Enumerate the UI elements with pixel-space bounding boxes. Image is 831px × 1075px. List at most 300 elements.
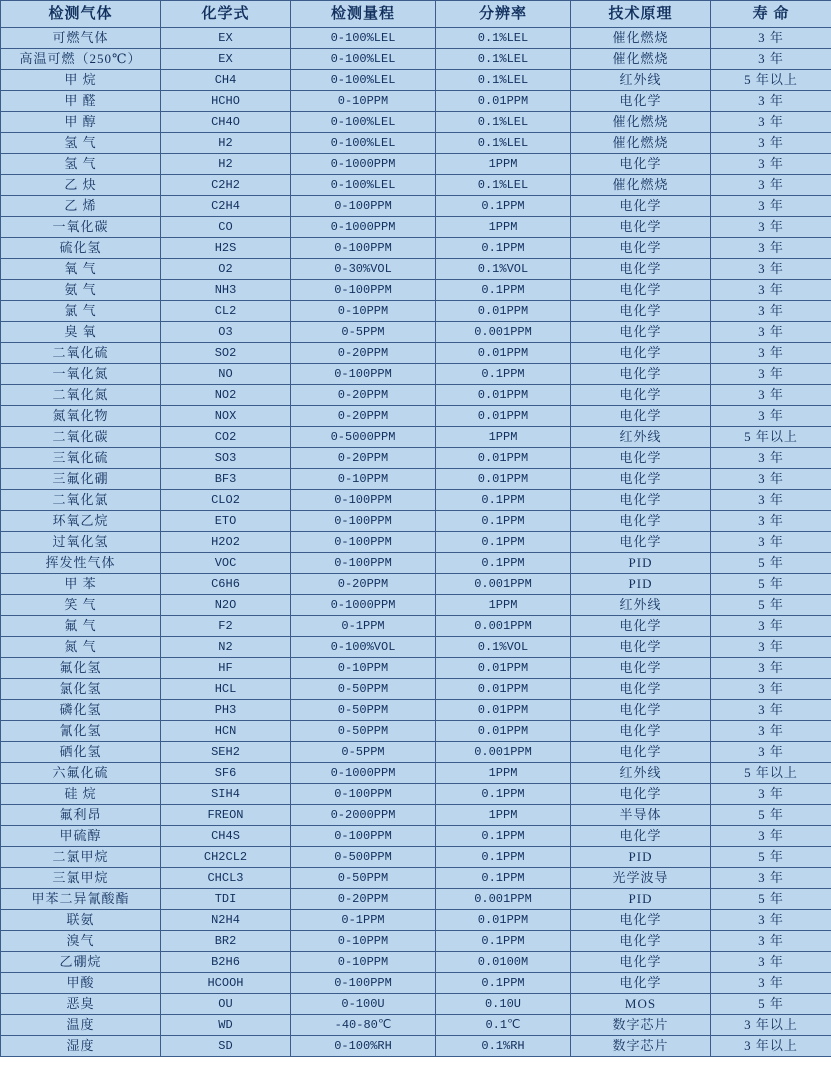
cell-detection-range: 0-10PPM: [291, 91, 436, 112]
cell-lifetime: 3 年: [711, 196, 831, 217]
cell-resolution: 0.01PPM: [436, 469, 571, 490]
cell-resolution: 0.01PPM: [436, 679, 571, 700]
cell-lifetime: 3 年: [711, 721, 831, 742]
table-row: [1, 700, 831, 721]
cell-chemical-formula: HCOOH: [161, 973, 291, 994]
cell-resolution: 0.001PPM: [436, 616, 571, 637]
cell-chemical-formula: SEH2: [161, 742, 291, 763]
cell-chemical-formula: H2: [161, 133, 291, 154]
table-row: [1, 931, 831, 952]
cell-lifetime: 5 年: [711, 847, 831, 868]
cell-gas-name: 氮 气: [1, 637, 161, 658]
cell-lifetime: 3 年: [711, 406, 831, 427]
cell-chemical-formula: CL2: [161, 301, 291, 322]
table-row: [1, 91, 831, 112]
cell-lifetime: 5 年以上: [711, 70, 831, 91]
cell-resolution: 0.1PPM: [436, 238, 571, 259]
cell-resolution: 0.01PPM: [436, 658, 571, 679]
cell-technical-principle: 光学波导: [571, 868, 711, 889]
cell-resolution: 0.1%LEL: [436, 112, 571, 133]
cell-resolution: 0.001PPM: [436, 742, 571, 763]
cell-chemical-formula: NOX: [161, 406, 291, 427]
table-row: [1, 910, 831, 931]
table-row: [1, 826, 831, 847]
cell-resolution: 0.1PPM: [436, 868, 571, 889]
cell-technical-principle: 电化学: [571, 637, 711, 658]
cell-chemical-formula: HCHO: [161, 91, 291, 112]
column-header-resolution: 分辨率: [436, 1, 571, 28]
column-header-principle: 技术原理: [571, 1, 711, 28]
cell-detection-range: 0-100%LEL: [291, 28, 436, 49]
cell-lifetime: 3 年: [711, 868, 831, 889]
cell-chemical-formula: CH4S: [161, 826, 291, 847]
cell-lifetime: 3 年以上: [711, 1015, 831, 1036]
cell-detection-range: 0-20PPM: [291, 343, 436, 364]
cell-resolution: 0.0100M: [436, 952, 571, 973]
cell-gas-name: 乙 炔: [1, 175, 161, 196]
cell-resolution: 1PPM: [436, 427, 571, 448]
table-row: [1, 574, 831, 595]
cell-technical-principle: 电化学: [571, 385, 711, 406]
cell-gas-name: 氢 气: [1, 133, 161, 154]
cell-detection-range: 0-100%VOL: [291, 637, 436, 658]
cell-chemical-formula: HF: [161, 658, 291, 679]
cell-technical-principle: 电化学: [571, 616, 711, 637]
cell-detection-range: 0-10PPM: [291, 469, 436, 490]
cell-resolution: 0.1PPM: [436, 826, 571, 847]
cell-technical-principle: 电化学: [571, 910, 711, 931]
cell-detection-range: 0-10PPM: [291, 952, 436, 973]
cell-lifetime: 3 年: [711, 532, 831, 553]
cell-resolution: 1PPM: [436, 805, 571, 826]
cell-lifetime: 3 年: [711, 91, 831, 112]
cell-chemical-formula: N2H4: [161, 910, 291, 931]
cell-detection-range: 0-1000PPM: [291, 154, 436, 175]
cell-technical-principle: 电化学: [571, 196, 711, 217]
cell-lifetime: 3 年: [711, 616, 831, 637]
cell-resolution: 1PPM: [436, 217, 571, 238]
cell-resolution: 0.001PPM: [436, 889, 571, 910]
cell-chemical-formula: SIH4: [161, 784, 291, 805]
cell-lifetime: 3 年: [711, 973, 831, 994]
cell-lifetime: 3 年: [711, 952, 831, 973]
cell-detection-range: 0-100%RH: [291, 1036, 436, 1057]
column-header-range: 检测量程: [291, 1, 436, 28]
cell-lifetime: 3 年: [711, 175, 831, 196]
cell-technical-principle: 催化燃烧: [571, 175, 711, 196]
cell-technical-principle: 电化学: [571, 784, 711, 805]
table-row: [1, 175, 831, 196]
cell-chemical-formula: SO2: [161, 343, 291, 364]
cell-gas-name: 氢 气: [1, 154, 161, 175]
cell-lifetime: 3 年: [711, 826, 831, 847]
table-row: [1, 1036, 831, 1057]
cell-gas-name: 二氧化硫: [1, 343, 161, 364]
cell-lifetime: 5 年: [711, 805, 831, 826]
cell-resolution: 0.1℃: [436, 1015, 571, 1036]
cell-technical-principle: 红外线: [571, 427, 711, 448]
cell-technical-principle: 电化学: [571, 952, 711, 973]
cell-detection-range: 0-100%LEL: [291, 70, 436, 91]
cell-technical-principle: 电化学: [571, 343, 711, 364]
table-row: [1, 427, 831, 448]
cell-gas-name: 乙硼烷: [1, 952, 161, 973]
table-row: [1, 238, 831, 259]
cell-gas-name: 氟利昂: [1, 805, 161, 826]
cell-detection-range: 0-20PPM: [291, 385, 436, 406]
cell-chemical-formula: BR2: [161, 931, 291, 952]
cell-gas-name: 溴气: [1, 931, 161, 952]
cell-chemical-formula: CHCL3: [161, 868, 291, 889]
cell-technical-principle: 电化学: [571, 301, 711, 322]
cell-technical-principle: 电化学: [571, 154, 711, 175]
cell-chemical-formula: C6H6: [161, 574, 291, 595]
cell-lifetime: 3 年: [711, 154, 831, 175]
cell-detection-range: 0-10PPM: [291, 658, 436, 679]
cell-gas-name: 氟 气: [1, 616, 161, 637]
cell-technical-principle: 电化学: [571, 658, 711, 679]
cell-lifetime: 3 年: [711, 112, 831, 133]
cell-technical-principle: 催化燃烧: [571, 133, 711, 154]
cell-lifetime: 3 年: [711, 280, 831, 301]
table-row: [1, 532, 831, 553]
cell-technical-principle: 电化学: [571, 322, 711, 343]
cell-gas-name: 硫化氢: [1, 238, 161, 259]
cell-technical-principle: 电化学: [571, 364, 711, 385]
cell-gas-name: 一氧化碳: [1, 217, 161, 238]
table-row: [1, 259, 831, 280]
cell-gas-name: 氯化氢: [1, 679, 161, 700]
cell-detection-range: 0-20PPM: [291, 448, 436, 469]
table-row: [1, 847, 831, 868]
cell-detection-range: 0-500PPM: [291, 847, 436, 868]
cell-gas-name: 臭 氧: [1, 322, 161, 343]
cell-chemical-formula: ETO: [161, 511, 291, 532]
cell-gas-name: 甲酸: [1, 973, 161, 994]
cell-detection-range: 0-50PPM: [291, 679, 436, 700]
cell-lifetime: 3 年: [711, 658, 831, 679]
cell-chemical-formula: H2: [161, 154, 291, 175]
cell-detection-range: 0-20PPM: [291, 406, 436, 427]
cell-detection-range: 0-100PPM: [291, 784, 436, 805]
cell-technical-principle: PID: [571, 553, 711, 574]
cell-lifetime: 3 年: [711, 343, 831, 364]
cell-technical-principle: 数字芯片: [571, 1015, 711, 1036]
cell-lifetime: 3 年: [711, 490, 831, 511]
cell-resolution: 0.01PPM: [436, 385, 571, 406]
cell-lifetime: 3 年: [711, 364, 831, 385]
cell-lifetime: 3 年: [711, 49, 831, 70]
cell-gas-name: 甲苯二异氰酸酯: [1, 889, 161, 910]
cell-gas-name: 甲硫醇: [1, 826, 161, 847]
cell-detection-range: 0-1PPM: [291, 910, 436, 931]
table-row: [1, 154, 831, 175]
cell-gas-name: 二氧化氮: [1, 385, 161, 406]
table-row: [1, 448, 831, 469]
cell-lifetime: 3 年: [711, 322, 831, 343]
cell-gas-name: 一氧化氮: [1, 364, 161, 385]
cell-detection-range: 0-1000PPM: [291, 595, 436, 616]
cell-technical-principle: 催化燃烧: [571, 28, 711, 49]
table-body: [1, 28, 831, 1057]
cell-gas-name: 三氯甲烷: [1, 868, 161, 889]
cell-resolution: 0.1PPM: [436, 553, 571, 574]
cell-technical-principle: 电化学: [571, 217, 711, 238]
cell-chemical-formula: HCL: [161, 679, 291, 700]
cell-chemical-formula: BF3: [161, 469, 291, 490]
cell-detection-range: 0-100%LEL: [291, 175, 436, 196]
table-row: [1, 553, 831, 574]
cell-detection-range: -40-80℃: [291, 1015, 436, 1036]
cell-detection-range: 0-20PPM: [291, 574, 436, 595]
cell-resolution: 0.01PPM: [436, 343, 571, 364]
cell-lifetime: 3 年: [711, 637, 831, 658]
cell-lifetime: 5 年以上: [711, 427, 831, 448]
cell-detection-range: 0-100PPM: [291, 973, 436, 994]
cell-resolution: 0.1%LEL: [436, 133, 571, 154]
cell-lifetime: 3 年: [711, 259, 831, 280]
cell-technical-principle: PID: [571, 847, 711, 868]
cell-gas-name: 二氧化碳: [1, 427, 161, 448]
column-header-lifetime: 寿 命: [711, 1, 831, 28]
table-row: [1, 70, 831, 91]
cell-technical-principle: 电化学: [571, 469, 711, 490]
cell-technical-principle: 红外线: [571, 70, 711, 91]
cell-chemical-formula: SD: [161, 1036, 291, 1057]
cell-technical-principle: 电化学: [571, 448, 711, 469]
table-row: [1, 490, 831, 511]
table-row: [1, 805, 831, 826]
cell-detection-range: 0-10PPM: [291, 301, 436, 322]
cell-technical-principle: 电化学: [571, 280, 711, 301]
table-row: [1, 763, 831, 784]
table-row: [1, 511, 831, 532]
cell-resolution: 1PPM: [436, 154, 571, 175]
cell-gas-name: 温度: [1, 1015, 161, 1036]
cell-detection-range: 0-50PPM: [291, 868, 436, 889]
cell-technical-principle: 半导体: [571, 805, 711, 826]
table-row: [1, 616, 831, 637]
cell-gas-name: 甲 醛: [1, 91, 161, 112]
cell-lifetime: 3 年: [711, 679, 831, 700]
cell-resolution: 0.01PPM: [436, 721, 571, 742]
cell-chemical-formula: CH2CL2: [161, 847, 291, 868]
table-row: [1, 469, 831, 490]
cell-resolution: 0.01PPM: [436, 448, 571, 469]
cell-lifetime: 3 年: [711, 931, 831, 952]
table-row: [1, 742, 831, 763]
cell-gas-name: 硅 烷: [1, 784, 161, 805]
cell-technical-principle: 电化学: [571, 742, 711, 763]
table-row: [1, 784, 831, 805]
cell-gas-name: 甲 醇: [1, 112, 161, 133]
table-row: [1, 280, 831, 301]
cell-gas-name: 挥发性气体: [1, 553, 161, 574]
table-row: [1, 637, 831, 658]
cell-detection-range: 0-1PPM: [291, 616, 436, 637]
table-row: [1, 994, 831, 1015]
cell-detection-range: 0-2000PPM: [291, 805, 436, 826]
cell-chemical-formula: OU: [161, 994, 291, 1015]
table-row: [1, 973, 831, 994]
cell-resolution: 0.1PPM: [436, 784, 571, 805]
cell-chemical-formula: FREON: [161, 805, 291, 826]
cell-chemical-formula: NH3: [161, 280, 291, 301]
table-row: [1, 364, 831, 385]
cell-detection-range: 0-5PPM: [291, 322, 436, 343]
table-row: [1, 196, 831, 217]
cell-lifetime: 5 年: [711, 553, 831, 574]
cell-resolution: 0.1PPM: [436, 532, 571, 553]
cell-detection-range: 0-5PPM: [291, 742, 436, 763]
cell-gas-name: 三氧化硫: [1, 448, 161, 469]
cell-chemical-formula: HCN: [161, 721, 291, 742]
cell-technical-principle: 电化学: [571, 721, 711, 742]
cell-resolution: 0.1PPM: [436, 280, 571, 301]
cell-chemical-formula: C2H2: [161, 175, 291, 196]
cell-gas-name: 氧 气: [1, 259, 161, 280]
cell-chemical-formula: CLO2: [161, 490, 291, 511]
cell-gas-name: 磷化氢: [1, 700, 161, 721]
cell-chemical-formula: TDI: [161, 889, 291, 910]
cell-gas-name: 三氟化硼: [1, 469, 161, 490]
cell-detection-range: 0-100U: [291, 994, 436, 1015]
cell-technical-principle: 电化学: [571, 532, 711, 553]
cell-resolution: 0.1PPM: [436, 847, 571, 868]
cell-lifetime: 5 年: [711, 595, 831, 616]
cell-detection-range: 0-10PPM: [291, 931, 436, 952]
cell-technical-principle: 电化学: [571, 511, 711, 532]
cell-chemical-formula: H2O2: [161, 532, 291, 553]
cell-technical-principle: 电化学: [571, 490, 711, 511]
cell-gas-name: 笑 气: [1, 595, 161, 616]
cell-resolution: 0.1%VOL: [436, 637, 571, 658]
cell-lifetime: 3 年: [711, 700, 831, 721]
cell-lifetime: 3 年: [711, 238, 831, 259]
cell-lifetime: 3 年: [711, 217, 831, 238]
cell-gas-name: 氯 气: [1, 301, 161, 322]
cell-chemical-formula: EX: [161, 49, 291, 70]
cell-resolution: 0.001PPM: [436, 574, 571, 595]
cell-detection-range: 0-100PPM: [291, 238, 436, 259]
cell-chemical-formula: F2: [161, 616, 291, 637]
cell-resolution: 0.1PPM: [436, 490, 571, 511]
cell-detection-range: 0-1000PPM: [291, 217, 436, 238]
cell-gas-name: 甲 苯: [1, 574, 161, 595]
cell-technical-principle: MOS: [571, 994, 711, 1015]
cell-gas-name: 乙 烯: [1, 196, 161, 217]
cell-chemical-formula: CH4: [161, 70, 291, 91]
cell-chemical-formula: SF6: [161, 763, 291, 784]
cell-lifetime: 5 年以上: [711, 763, 831, 784]
cell-chemical-formula: NO2: [161, 385, 291, 406]
table-row: [1, 112, 831, 133]
cell-lifetime: 5 年: [711, 994, 831, 1015]
table-row: [1, 343, 831, 364]
table-row: [1, 406, 831, 427]
cell-lifetime: 3 年: [711, 742, 831, 763]
table-row: [1, 889, 831, 910]
cell-detection-range: 0-100PPM: [291, 280, 436, 301]
cell-resolution: 0.1%LEL: [436, 175, 571, 196]
cell-chemical-formula: C2H4: [161, 196, 291, 217]
cell-chemical-formula: CH4O: [161, 112, 291, 133]
cell-chemical-formula: O3: [161, 322, 291, 343]
cell-resolution: 1PPM: [436, 595, 571, 616]
cell-detection-range: 0-20PPM: [291, 889, 436, 910]
cell-resolution: 0.1PPM: [436, 511, 571, 532]
cell-resolution: 0.1PPM: [436, 364, 571, 385]
cell-resolution: 0.1PPM: [436, 973, 571, 994]
cell-resolution: 0.10U: [436, 994, 571, 1015]
cell-technical-principle: 电化学: [571, 679, 711, 700]
cell-gas-name: 氟化氢: [1, 658, 161, 679]
table-row: [1, 868, 831, 889]
cell-technical-principle: 红外线: [571, 763, 711, 784]
cell-detection-range: 0-100PPM: [291, 511, 436, 532]
table-row: [1, 385, 831, 406]
cell-detection-range: 0-100%LEL: [291, 133, 436, 154]
cell-gas-name: 过氧化氢: [1, 532, 161, 553]
cell-technical-principle: 电化学: [571, 406, 711, 427]
table-header: [1, 1, 831, 28]
cell-detection-range: 0-5000PPM: [291, 427, 436, 448]
cell-resolution: 0.01PPM: [436, 910, 571, 931]
cell-detection-range: 0-30%VOL: [291, 259, 436, 280]
cell-technical-principle: 电化学: [571, 700, 711, 721]
cell-resolution: 0.01PPM: [436, 406, 571, 427]
cell-chemical-formula: O2: [161, 259, 291, 280]
cell-detection-range: 0-100PPM: [291, 826, 436, 847]
cell-technical-principle: PID: [571, 574, 711, 595]
cell-lifetime: 3 年: [711, 784, 831, 805]
cell-resolution: 1PPM: [436, 763, 571, 784]
cell-resolution: 0.1%VOL: [436, 259, 571, 280]
cell-gas-name: 恶臭: [1, 994, 161, 1015]
table-row: [1, 133, 831, 154]
cell-detection-range: 0-100PPM: [291, 196, 436, 217]
cell-detection-range: 0-100PPM: [291, 532, 436, 553]
cell-detection-range: 0-100PPM: [291, 490, 436, 511]
column-header-gas: 检测气体: [1, 1, 161, 28]
cell-chemical-formula: CO: [161, 217, 291, 238]
cell-lifetime: 3 年: [711, 469, 831, 490]
cell-resolution: 0.1%LEL: [436, 70, 571, 91]
cell-technical-principle: 催化燃烧: [571, 112, 711, 133]
cell-gas-name: 氨 气: [1, 280, 161, 301]
cell-gas-name: 环氧乙烷: [1, 511, 161, 532]
cell-lifetime: 5 年: [711, 574, 831, 595]
cell-detection-range: 0-50PPM: [291, 700, 436, 721]
cell-resolution: 0.001PPM: [436, 322, 571, 343]
cell-resolution: 0.01PPM: [436, 91, 571, 112]
cell-lifetime: 5 年: [711, 889, 831, 910]
cell-detection-range: 0-1000PPM: [291, 763, 436, 784]
cell-lifetime: 3 年: [711, 385, 831, 406]
cell-detection-range: 0-100%LEL: [291, 49, 436, 70]
cell-lifetime: 3 年: [711, 301, 831, 322]
cell-technical-principle: 电化学: [571, 91, 711, 112]
cell-chemical-formula: WD: [161, 1015, 291, 1036]
cell-lifetime: 3 年: [711, 448, 831, 469]
cell-lifetime: 3 年: [711, 28, 831, 49]
cell-resolution: 0.01PPM: [436, 700, 571, 721]
cell-chemical-formula: B2H6: [161, 952, 291, 973]
cell-technical-principle: 数字芯片: [571, 1036, 711, 1057]
cell-chemical-formula: PH3: [161, 700, 291, 721]
table-row: [1, 658, 831, 679]
cell-resolution: 0.1PPM: [436, 931, 571, 952]
